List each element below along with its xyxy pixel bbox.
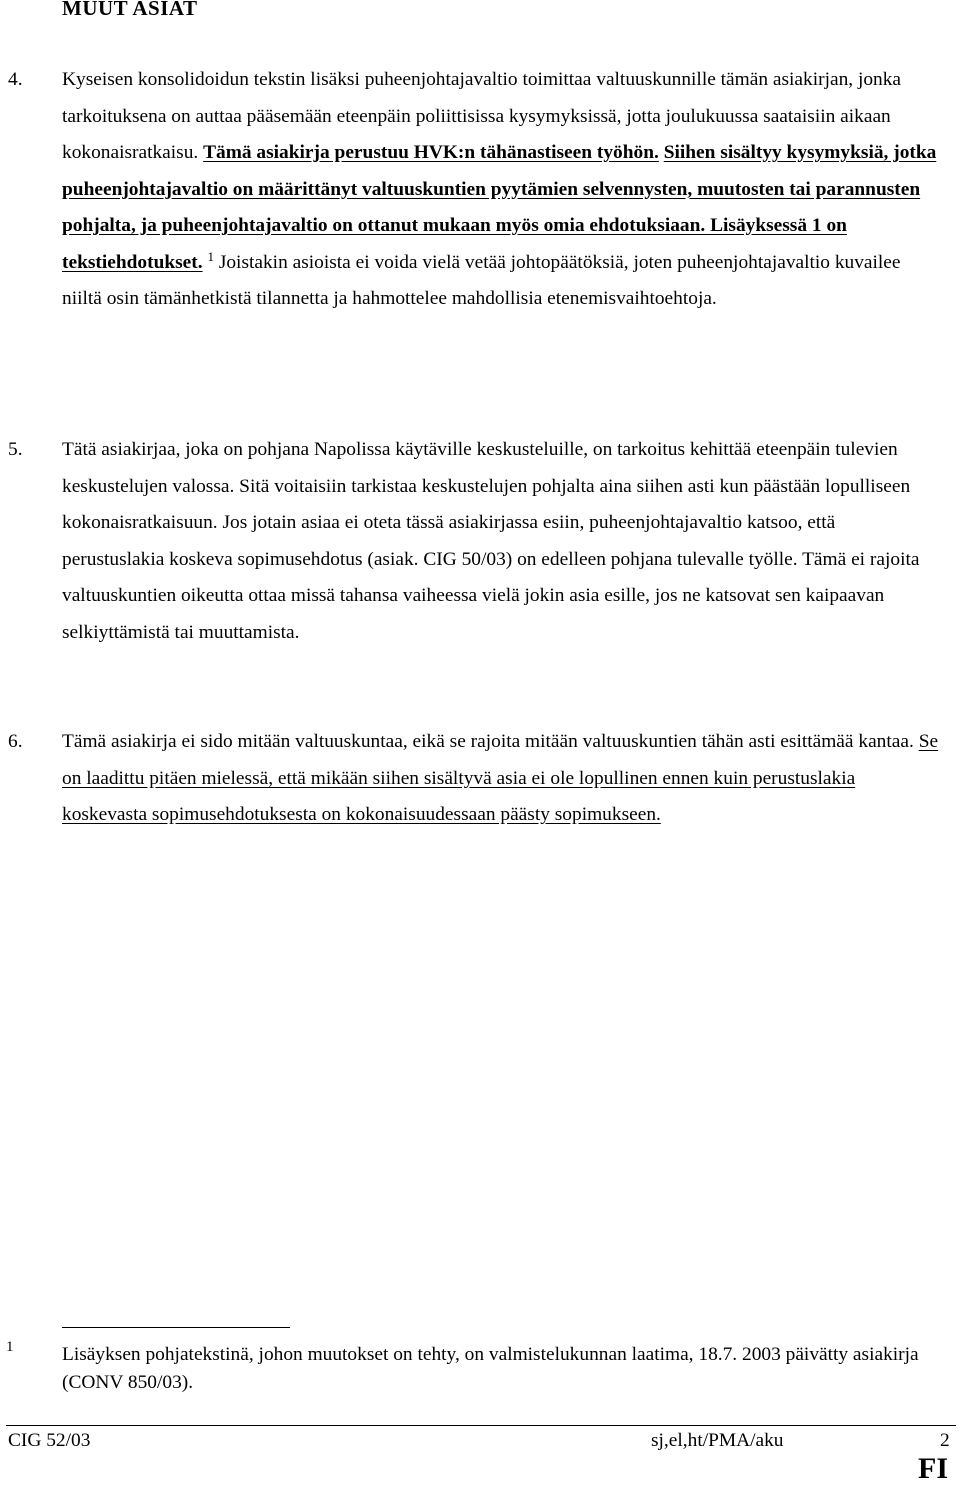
- paragraph-text: Tätä asiakirjaa, joka on pohjana Napolissa käytäville keskusteluille, on tarkoitus kehittää eteenpäin tulevien keskustelujen valossa. Sitä voitaisiin tarkistaa keskustelujen pohjalta aina siihen asti kun päästään lopulliseen kokonaisratkaisuun. Jos jotain asiaa ei oteta tässä asiakirjassa esiin, puheenjohtajavaltio katsoo, että perustuslakia koskeva sopimusehdotus (asiak. CIG 50/03) on edelleen pohjana tulevalle työlle. Tämä ei rajoita valtuuskuntien oikeutta ottaa missä tahansa vaiheessa vielä jokin asia esille, jos ne katsovat sen kaipaavan selkiyttämistä tai muuttamista.: [62, 439, 920, 643]
- footnote-separator: [62, 1327, 290, 1328]
- paragraph-text: Kyseisen konsolidoidun tekstin lisäksi puheenjohtajavaltio toimittaa valtuuskunnille tämän asiakirjan, jonka tarkoituksena on auttaa pääsemään eteenpäin poliittisissa kysymyksissä, jotta joulukuussa saataisiin aikaan kokonaisratkaisu.: [62, 69, 902, 163]
- language-code: FI: [918, 1452, 948, 1485]
- paragraph-number: 4.: [8, 69, 23, 90]
- paragraph-6: [8, 724, 942, 834]
- footnote-text: Lisäyksen pohjatekstinä, johon muutokset on tehty, on valmistelukunnan laatima, 18.7. 2003 päivätty asiakirja (CONV 850/03).: [62, 1344, 919, 1393]
- paragraph-text: Joistakin asioista ei voida vielä vetää johtopäätöksiä, joten puheenjohtajavaltio kuvailee niiltä osin tämänhetkistä tilannetta ja hahmottelee mahdollisia etenemisvaihtoehtoja.: [62, 251, 901, 309]
- footnote-reference[interactable]: 1: [207, 248, 214, 264]
- paragraph-4: [8, 62, 942, 318]
- author-code: sj,el,ht/PMA/aku: [651, 1430, 784, 1451]
- paragraph-text: Tämä asiakirja ei sido mitään valtuuskuntaa, eikä se rajoita mitään valtuuskuntien tähän asti esittämää kantaa.: [62, 731, 914, 752]
- paragraph-number: 5.: [8, 439, 23, 460]
- page-heading: MUUT ASIAT: [62, 0, 198, 20]
- bold-underlined-sentence: Tämä asiakirja perustuu HVK:n tähänastiseen työhön.: [203, 142, 659, 163]
- footnote-mark: 1: [6, 1339, 14, 1355]
- footer-rule: [6, 1425, 956, 1426]
- page-number: 2: [940, 1430, 950, 1451]
- document-reference: CIG 52/03: [8, 1430, 91, 1451]
- paragraph-5: [8, 432, 942, 651]
- bold-underlined-sentence: Siihen sisältyy kysymyksiä, jotka puheenjohtajavaltio on määrittänyt valtuuskuntien pyytämien selvennysten, muutosten tai parannusten pohjalta, ja puheenjohtajavaltio on ottanut mukaan myös omia ehdotuksiaan. Lisäyksessä 1 on tekstiehdotukset.: [62, 142, 937, 273]
- underlined-sentence: Se on laadittu pitäen mielessä, että mikään siihen sisältyvä asia ei ole lopullinen ennen kuin perustuslakia koskevasta sopimusehdotuksesta on kokonaisuudessaan päästy sopimukseen.: [62, 731, 939, 825]
- paragraph-number: 6.: [8, 731, 23, 752]
